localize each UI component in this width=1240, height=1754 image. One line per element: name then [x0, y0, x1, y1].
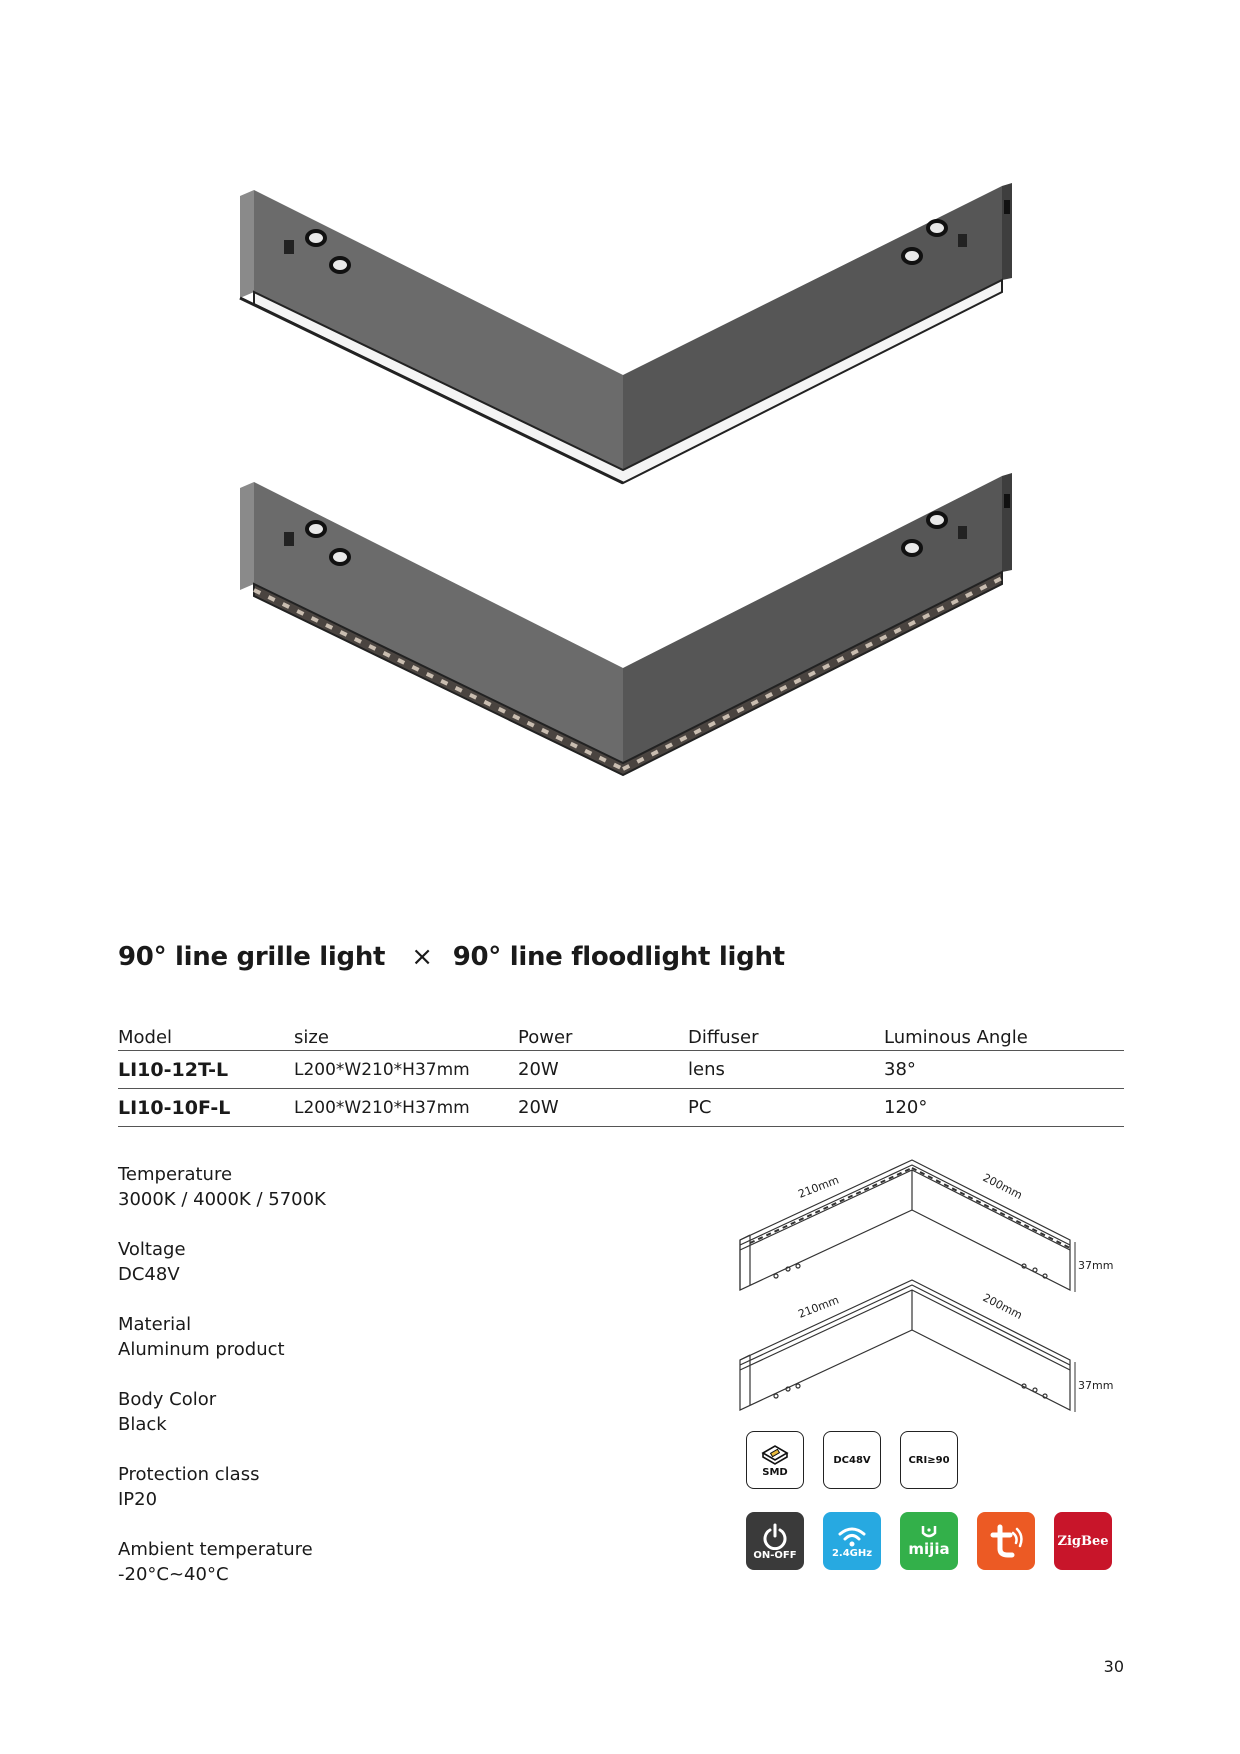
- cri-label: CRI≥90: [908, 1454, 950, 1466]
- mijia-badge: [900, 1512, 958, 1570]
- cri-badge: [900, 1431, 958, 1489]
- product-renders: [0, 0, 1240, 800]
- mijia-label: mijia: [908, 1540, 950, 1558]
- property-label: Material: [118, 1314, 192, 1335]
- cell-power: 20W: [518, 1097, 559, 1118]
- tuya-badge: [977, 1512, 1035, 1570]
- dim-height-bottom: 37mm: [1078, 1379, 1114, 1392]
- dim-length-b-top: 200mm: [980, 1171, 1025, 1202]
- fixture-top-render: [240, 183, 1012, 483]
- property-temperature: [118, 1162, 538, 1237]
- property-label: Temperature: [118, 1164, 233, 1185]
- tuya-icon: [986, 1521, 1026, 1561]
- property-protection-class: [118, 1462, 538, 1537]
- cell-diffuser: lens: [688, 1059, 725, 1080]
- property-material: [118, 1312, 538, 1387]
- dimension-drawing-top: [740, 1160, 1075, 1292]
- property-voltage: [118, 1237, 538, 1312]
- table-header-row: [118, 1014, 1124, 1051]
- table-row: [118, 1089, 1124, 1127]
- cell-model: LI10-12T-L: [118, 1058, 229, 1081]
- dim-length-a-bottom: 210mm: [796, 1293, 841, 1321]
- dc48v-badge: [823, 1431, 881, 1489]
- smd-badge: [746, 1431, 804, 1489]
- properties-list: [118, 1162, 538, 1612]
- wifi-icon: [837, 1524, 867, 1548]
- table-row: [118, 1051, 1124, 1089]
- zigbee-label: ZigBee: [1057, 1533, 1109, 1549]
- title-separator: ×: [411, 942, 433, 972]
- cell-angle: 120°: [884, 1097, 928, 1118]
- on-off-label: ON-OFF: [753, 1549, 797, 1561]
- property-value: Black: [118, 1414, 167, 1435]
- fixture-bottom-render: [240, 473, 1012, 775]
- on-off-badge: [746, 1512, 804, 1570]
- property-label: Body Color: [118, 1389, 217, 1410]
- property-label: Protection class: [118, 1464, 260, 1485]
- dimension-drawings: [730, 1150, 1130, 1420]
- dim-length-b-bottom: 200mm: [980, 1291, 1025, 1322]
- power-icon: [761, 1522, 789, 1550]
- property-ambient-temperature: [118, 1537, 538, 1612]
- wifi-label: 2.4GHz: [831, 1547, 873, 1559]
- wifi-badge: [823, 1512, 881, 1570]
- cell-size: L200*W210*H37mm: [294, 1097, 470, 1118]
- title-right: 90° line floodlight light: [452, 942, 785, 972]
- header-diffuser: Diffuser: [688, 1027, 759, 1048]
- zigbee-badge: [1054, 1512, 1112, 1570]
- mijia-icon: [920, 1524, 938, 1540]
- header-model: Model: [118, 1027, 173, 1048]
- dc48v-label: DC48V: [833, 1454, 871, 1466]
- property-value: 3000K / 4000K / 5700K: [118, 1189, 326, 1210]
- smd-chip-icon: [759, 1443, 791, 1467]
- cell-size: L200*W210*H37mm: [294, 1059, 470, 1080]
- page-number: 30: [1103, 1657, 1124, 1676]
- property-value: Aluminum product: [118, 1339, 285, 1360]
- property-value: DC48V: [118, 1264, 180, 1285]
- dim-height-top: 37mm: [1078, 1259, 1114, 1272]
- cell-diffuser: PC: [688, 1097, 712, 1118]
- cell-model: LI10-10F-L: [118, 1096, 231, 1119]
- property-label: Voltage: [118, 1239, 186, 1260]
- title-left: 90° line grille light: [118, 942, 386, 972]
- property-value: -20°C~40°C: [118, 1564, 229, 1585]
- product-title: [118, 942, 785, 972]
- header-luminous-angle: Luminous Angle: [884, 1027, 1028, 1048]
- property-value: IP20: [118, 1489, 158, 1510]
- spec-table: [118, 1014, 1124, 1127]
- cell-power: 20W: [518, 1059, 559, 1080]
- header-power: Power: [518, 1027, 573, 1048]
- cell-angle: 38°: [884, 1059, 916, 1080]
- property-label: Ambient temperature: [118, 1539, 313, 1560]
- dim-length-a-top: 210mm: [796, 1173, 841, 1201]
- dimension-drawing-bottom: [740, 1280, 1075, 1412]
- smd-label: SMD: [762, 1466, 788, 1478]
- property-body-color: [118, 1387, 538, 1462]
- header-size: size: [294, 1027, 329, 1048]
